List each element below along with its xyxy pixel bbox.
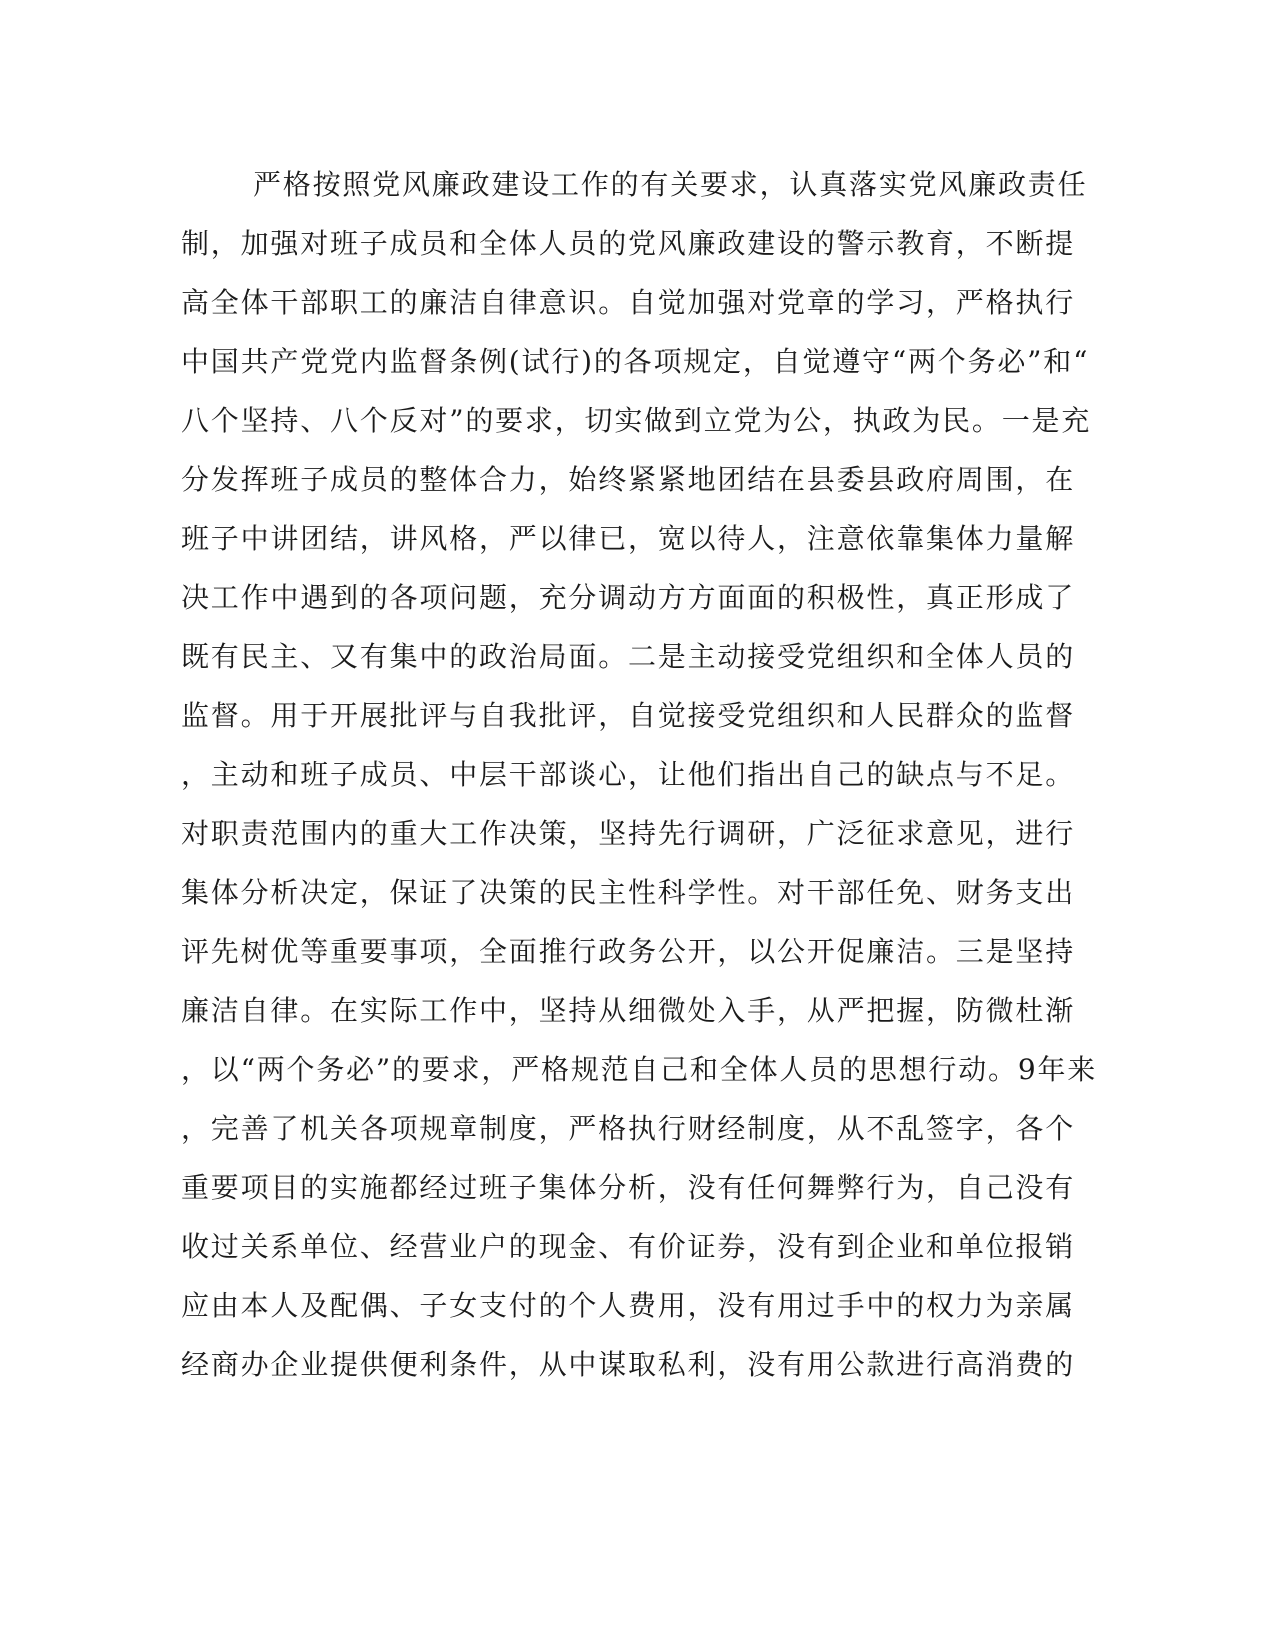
text-line-11: ，主动和班子成员、中层干部谈心，让他们指出自己的缺点与不足。 xyxy=(181,758,1076,791)
text-line-16: ，以“两个务必”的要求，严格规范自己和全体人员的思想行动。9年来 xyxy=(181,1053,1098,1086)
text-line-21: 经商办企业提供便利条件，从中谋取私利，没有用公款进行高消费的 xyxy=(181,1348,1076,1381)
text-line-19: 收过关系单位、经营业户的现金、有价证券，没有到企业和单位报销 xyxy=(181,1230,1076,1263)
text-line-2: 制，加强对班子成员和全体人员的党风廉政建设的警示教育，不断提 xyxy=(181,227,1076,260)
text-line-1: 严格按照党风廉政建设工作的有关要求，认真落实党风廉政责任 xyxy=(253,168,1088,201)
text-line-14: 评先树优等重要事项，全面推行政务公开，以公开促廉洁。三是坚持 xyxy=(181,935,1076,968)
text-line-12: 对职责范围内的重大工作决策，坚持先行调研，广泛征求意见，进行 xyxy=(181,817,1076,850)
text-line-5: 八个坚持、八个反对”的要求，切实做到立党为公，执政为民。一是充 xyxy=(181,404,1092,437)
text-line-4: 中国共产党党内监督条例(试行)的各项规定，自觉遵守“两个务必”和“ xyxy=(181,345,1090,378)
text-line-8: 决工作中遇到的各项问题，充分调动方方面面的积极性，真正形成了 xyxy=(181,581,1076,614)
text-line-7: 班子中讲团结，讲风格，严以律已，宽以待人，注意依靠集体力量解 xyxy=(181,522,1076,555)
text-line-6: 分发挥班子成员的整体合力，始终紧紧地团结在县委县政府周围，在 xyxy=(181,463,1076,496)
text-line-13: 集体分析决定，保证了决策的民主性科学性。对干部任免、财务支出 xyxy=(181,876,1076,909)
text-line-15: 廉洁自律。在实际工作中，坚持从细微处入手，从严把握，防微杜渐 xyxy=(181,994,1076,1027)
text-line-18: 重要项目的实施都经过班子集体分析，没有任何舞弊行为，自己没有 xyxy=(181,1171,1076,1204)
body-paragraph xyxy=(181,155,1098,1394)
text-line-10: 监督。用于开展批评与自我批评，自觉接受党组织和人民群众的监督 xyxy=(181,699,1076,732)
text-line-17: ，完善了机关各项规章制度，严格执行财经制度，从不乱签字，各个 xyxy=(181,1112,1076,1145)
text-line-20: 应由本人及配偶、子女支付的个人费用，没有用过手中的权力为亲属 xyxy=(181,1289,1076,1322)
text-line-9: 既有民主、又有集中的政治局面。二是主动接受党组织和全体人员的 xyxy=(181,640,1076,673)
text-line-3: 高全体干部职工的廉洁自律意识。自觉加强对党章的学习，严格执行 xyxy=(181,286,1076,319)
